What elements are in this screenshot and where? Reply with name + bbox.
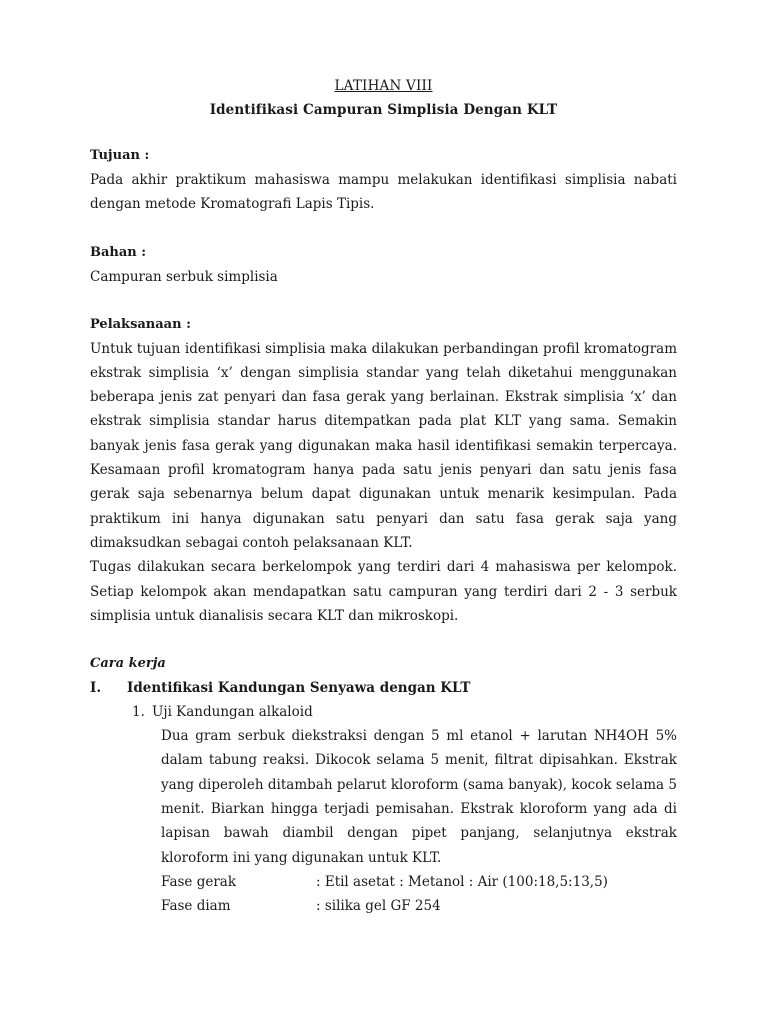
fase-diam-value: : silika gel GF 254 xyxy=(316,897,441,914)
item-number: 1. xyxy=(132,704,145,721)
section-title: Identifikasi Kandungan Senyawa dengan KLT xyxy=(127,680,471,697)
item-1-procedure: Dua gram serbuk diekstraksi dengan 5 ml etanol + larutan NH4OH 5% dalam tabung reaksi. Dikocok selama 5 menit, filtrat dipisahkan. Ekstrak yang diperoleh ditambah pelarut kloroform (sama banyak), kocok selama 5 menit. Biarkan hingga terjadi pemisahan. Ekstrak kloroform yang ada di lapisan bawah diambil dengan pipet panjang, selanjutnya ekstrak kloroform ini yang digunakan untuk KLT. xyxy=(161,728,677,866)
pelaksanaan-paragraph-2: Tugas dilakukan secara berkelompok yang terdiri dari 4 mahasiswa per kelompok. Setiap kelompok akan mendapatkan satu campuran yang terdiri dari 2 - 3 serbuk simplisia untuk dianalisis secara KLT dan mikroskopi. xyxy=(90,559,677,624)
section-number: I. xyxy=(90,680,102,697)
fase-gerak-value: : Etil asetat : Metanol : Air (100:18,5:13,5) xyxy=(316,873,608,890)
fase-gerak-row xyxy=(161,870,677,894)
fase-diam-label: Fase diam xyxy=(161,897,231,914)
item-1 xyxy=(90,700,677,724)
pelaksanaan-heading: Pelaksanaan : xyxy=(90,316,191,332)
document-subtitle: Identifikasi Campuran Simplisia Dengan KLT xyxy=(209,102,558,118)
tujuan-heading: Tujuan : xyxy=(90,148,150,163)
cara-kerja-heading: Cara kerja xyxy=(90,656,166,672)
document-page xyxy=(90,74,677,918)
document-title: LATIHAN VIII xyxy=(334,78,433,94)
bahan-text: Campuran serbuk simplisia xyxy=(90,268,278,285)
tujuan-text: Pada akhir praktikum mahasiswa mampu melakukan identifikasi simplisia nabati dengan metode Kromatografi Lapis Tipis. xyxy=(90,172,677,213)
bahan-heading: Bahan : xyxy=(90,244,147,260)
pelaksanaan-paragraph-1: Untuk tujuan identifikasi simplisia maka dilakukan perbandingan profil kromatogram ekstrak simplisia ‘x’ dengan simplisia standar yang telah diketahui menggunakan beberapa jenis zat penyari dan fasa gerak yang berlainan. Ekstrak simplisia ‘x’ dan ekstrak simplisia standar harus ditempatkan pada plat KLT yang sama. Semakin banyak jenis fasa gerak yang digunakan maka hasil identifikasi semakin terpercaya. Kesamaan profil kromatogram hanya pada satu jenis penyari dan satu jenis fasa gerak saja sebenarnya belum dapat digunakan untuk menarik kesimpulan. Pada praktikum ini hanya digunakan satu penyari dan satu fasa gerak saja yang dimaksudkan sebagai contoh pelaksanaan KLT. xyxy=(90,340,677,551)
fase-gerak-label: Fase gerak xyxy=(161,873,237,890)
section-i xyxy=(90,676,677,700)
item-title: Uji Kandungan alkaloid xyxy=(152,704,313,721)
fase-diam-row xyxy=(161,894,677,918)
